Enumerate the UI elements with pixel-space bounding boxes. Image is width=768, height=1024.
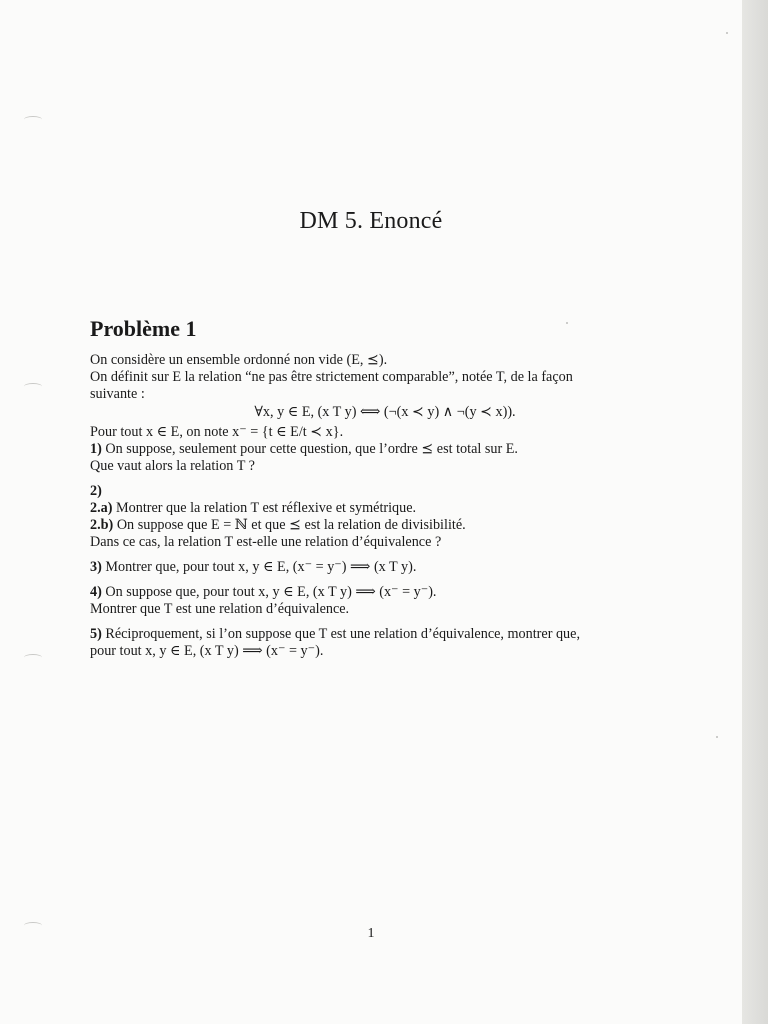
question-5-cont: pour tout x, y ∈ E, (x T y) ⟹ (x⁻ = y⁻). <box>90 643 324 659</box>
question-number: 5) <box>90 626 102 642</box>
relation-formula: ∀x, y ∈ E, (x T y) ⟺ (¬(x ≺ y) ∧ ¬(y ≺ x)). <box>254 404 516 420</box>
question-text: On suppose que E = ℕ et que ⪯ est la relation de divisibilité. <box>113 517 466 533</box>
question-4 <box>90 584 650 601</box>
question-text: On suppose que, pour tout x, y ∈ E, (x T y) ⟹ (x⁻ = y⁻). <box>101 584 437 600</box>
punch-hole-mark <box>24 383 42 390</box>
question-text: Montrer que la relation T est réflexive et symétrique. <box>112 500 417 516</box>
page-number: 1 <box>367 926 375 941</box>
scan-speck <box>566 322 568 324</box>
scan-speck <box>726 32 728 34</box>
question-4-cont: Montrer que T est une relation d’équivalence. <box>90 601 350 617</box>
question-1 <box>90 441 650 458</box>
question-2b-cont: Dans ce cas, la relation T est-elle une relation d’équivalence ? <box>90 534 442 550</box>
question-2: 2) <box>90 483 102 499</box>
definition-line: On définit sur E la relation “ne pas être strictement comparable”, notée T, de la façon <box>90 369 573 385</box>
definition-line-cont: suivante : <box>90 386 145 402</box>
question-2b <box>90 517 650 534</box>
question-number: 3) <box>90 559 102 575</box>
punch-hole-mark <box>24 116 42 123</box>
notation-line: Pour tout x ∈ E, on note x⁻ = {t ∈ E/t ≺ x}. <box>90 424 344 440</box>
question-number: 2.b) <box>90 517 114 533</box>
question-number: 1) <box>90 441 102 457</box>
scan-speck <box>716 736 718 738</box>
question-1-cont: Que vaut alors la relation T ? <box>90 458 255 474</box>
intro-line: On considère un ensemble ordonné non vide (E, ⪯). <box>90 352 388 368</box>
document-title: DM 5. Enoncé <box>299 208 443 234</box>
question-number: 2.a) <box>90 500 113 516</box>
question-text: Réciproquement, si l’on suppose que T est une relation d’équivalence, montrer que, <box>101 626 580 642</box>
question-3 <box>90 559 650 576</box>
problem-body <box>90 352 650 660</box>
question-text: On suppose, seulement pour cette question, que l’ordre ⪯ est total sur E. <box>101 441 518 457</box>
question-text: Montrer que, pour tout x, y ∈ E, (x⁻ = y⁻) ⟹ (x T y). <box>101 559 417 575</box>
section-title: Problème 1 <box>90 316 197 341</box>
question-5 <box>90 626 650 643</box>
question-number: 4) <box>90 584 102 600</box>
question-2a <box>90 500 650 517</box>
page-edge-shadow <box>742 0 768 1024</box>
punch-hole-mark <box>24 654 42 661</box>
